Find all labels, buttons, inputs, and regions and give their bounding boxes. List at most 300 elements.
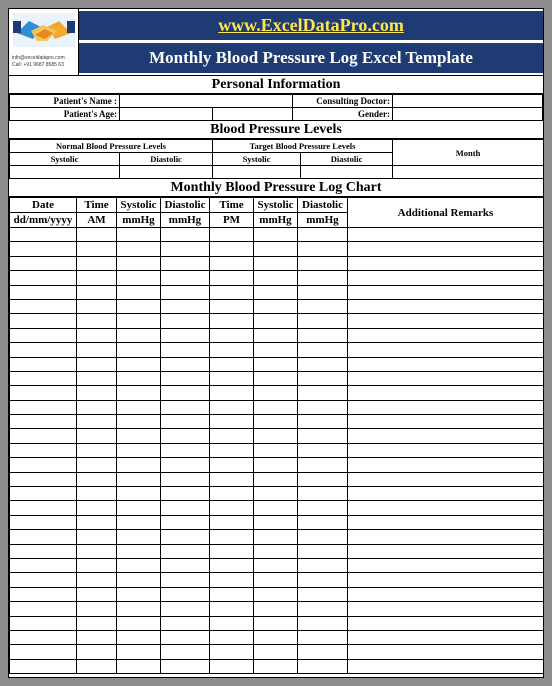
normal-bp-label: Normal Blood Pressure Levels <box>10 140 213 153</box>
log-cell[interactable] <box>254 299 298 313</box>
log-cell[interactable] <box>117 487 161 501</box>
log-cell[interactable] <box>210 400 254 414</box>
log-cell[interactable] <box>10 271 77 285</box>
log-cell[interactable] <box>10 357 77 371</box>
log-cell[interactable] <box>10 371 77 385</box>
log-cell[interactable] <box>348 357 544 371</box>
log-cell[interactable] <box>117 602 161 616</box>
log-cell[interactable] <box>348 659 544 673</box>
log-cell[interactable] <box>77 544 117 558</box>
log-cell[interactable] <box>298 602 348 616</box>
log-cell[interactable] <box>348 530 544 544</box>
log-cell[interactable] <box>161 573 210 587</box>
log-cell[interactable] <box>77 328 117 342</box>
log-cell[interactable] <box>10 299 77 313</box>
log-row <box>10 328 544 342</box>
diastolic-am-unit: mmHg <box>161 213 210 228</box>
log-cell[interactable] <box>210 501 254 515</box>
time-pm-header: Time <box>210 198 254 213</box>
patient-age-label: Patient's Age: <box>10 108 120 121</box>
log-cell[interactable] <box>117 415 161 429</box>
normal-systolic-field[interactable] <box>10 166 120 179</box>
log-row <box>10 458 544 472</box>
log-cell[interactable] <box>117 400 161 414</box>
log-cell[interactable] <box>210 299 254 313</box>
am-header: AM <box>77 213 117 228</box>
log-cell[interactable] <box>348 602 544 616</box>
log-cell[interactable] <box>77 472 117 486</box>
log-cell[interactable] <box>161 530 210 544</box>
log-cell[interactable] <box>161 501 210 515</box>
log-cell[interactable] <box>254 616 298 630</box>
log-cell[interactable] <box>348 458 544 472</box>
target-diastolic-field[interactable] <box>301 166 393 179</box>
log-cell[interactable] <box>161 357 210 371</box>
log-cell[interactable] <box>10 602 77 616</box>
log-cell[interactable] <box>10 415 77 429</box>
log-cell[interactable] <box>10 616 77 630</box>
patient-name-field[interactable] <box>120 95 293 108</box>
log-cell[interactable] <box>348 242 544 256</box>
log-cell[interactable] <box>210 558 254 572</box>
log-cell[interactable] <box>77 573 117 587</box>
log-cell[interactable] <box>161 415 210 429</box>
log-cell[interactable] <box>348 328 544 342</box>
normal-systolic-label: Systolic <box>10 153 120 166</box>
log-cell[interactable] <box>161 271 210 285</box>
log-cell[interactable] <box>161 587 210 601</box>
log-cell[interactable] <box>10 458 77 472</box>
log-cell[interactable] <box>10 443 77 457</box>
log-cell[interactable] <box>117 573 161 587</box>
log-cell[interactable] <box>348 487 544 501</box>
log-cell[interactable] <box>210 242 254 256</box>
log-cell[interactable] <box>210 357 254 371</box>
log-cell[interactable] <box>348 501 544 515</box>
log-row <box>10 544 544 558</box>
log-row <box>10 659 544 673</box>
log-cell[interactable] <box>10 314 77 328</box>
log-cell[interactable] <box>254 587 298 601</box>
log-cell[interactable] <box>77 371 117 385</box>
log-cell[interactable] <box>348 472 544 486</box>
log-cell[interactable] <box>298 328 348 342</box>
log-cell[interactable] <box>117 616 161 630</box>
log-cell[interactable] <box>254 285 298 299</box>
log-cell[interactable] <box>254 487 298 501</box>
log-cell[interactable] <box>10 228 77 242</box>
log-cell[interactable] <box>117 515 161 529</box>
log-cell[interactable] <box>77 515 117 529</box>
diastolic-pm-header: Diastolic <box>298 198 348 213</box>
log-cell[interactable] <box>298 443 348 457</box>
log-cell[interactable] <box>117 386 161 400</box>
log-cell[interactable] <box>348 429 544 443</box>
log-cell[interactable] <box>348 630 544 644</box>
log-cell[interactable] <box>210 645 254 659</box>
patient-name-label: Patient's Name : <box>10 95 120 108</box>
log-cell[interactable] <box>210 314 254 328</box>
log-cell[interactable] <box>77 228 117 242</box>
log-cell[interactable] <box>77 602 117 616</box>
log-cell[interactable] <box>117 530 161 544</box>
log-cell[interactable] <box>254 630 298 644</box>
log-cell[interactable] <box>77 256 117 270</box>
log-cell[interactable] <box>161 343 210 357</box>
log-cell[interactable] <box>117 299 161 313</box>
log-cell[interactable] <box>161 443 210 457</box>
log-cell[interactable] <box>161 616 210 630</box>
log-cell[interactable] <box>117 587 161 601</box>
log-cell[interactable] <box>254 458 298 472</box>
log-cell[interactable] <box>10 573 77 587</box>
log-cell[interactable] <box>117 343 161 357</box>
log-cell[interactable] <box>10 659 77 673</box>
log-cell[interactable] <box>210 371 254 385</box>
log-row <box>10 271 544 285</box>
log-cell[interactable] <box>254 343 298 357</box>
log-cell[interactable] <box>210 386 254 400</box>
target-systolic-field[interactable] <box>213 166 301 179</box>
log-cell[interactable] <box>348 228 544 242</box>
month-field[interactable] <box>393 166 544 179</box>
log-cell[interactable] <box>77 659 117 673</box>
log-cell[interactable] <box>254 271 298 285</box>
log-cell[interactable] <box>77 386 117 400</box>
log-cell[interactable] <box>161 314 210 328</box>
log-cell[interactable] <box>348 645 544 659</box>
log-cell[interactable] <box>254 544 298 558</box>
log-cell[interactable] <box>210 472 254 486</box>
log-cell[interactable] <box>254 602 298 616</box>
log-cell[interactable] <box>298 544 348 558</box>
log-cell[interactable] <box>161 328 210 342</box>
log-cell[interactable] <box>210 515 254 529</box>
log-cell[interactable] <box>77 530 117 544</box>
log-cell[interactable] <box>210 602 254 616</box>
log-row <box>10 242 544 256</box>
log-cell[interactable] <box>10 285 77 299</box>
log-cell[interactable] <box>210 587 254 601</box>
log-cell[interactable] <box>348 616 544 630</box>
log-cell[interactable] <box>161 645 210 659</box>
log-cell[interactable] <box>10 386 77 400</box>
log-cell[interactable] <box>210 530 254 544</box>
log-cell[interactable] <box>298 472 348 486</box>
log-cell[interactable] <box>298 645 348 659</box>
log-cell[interactable] <box>10 530 77 544</box>
log-cell[interactable] <box>77 587 117 601</box>
log-cell[interactable] <box>254 256 298 270</box>
log-cell[interactable] <box>77 558 117 572</box>
log-cell[interactable] <box>10 544 77 558</box>
log-cell[interactable] <box>254 242 298 256</box>
log-cell[interactable] <box>298 659 348 673</box>
log-cell[interactable] <box>161 371 210 385</box>
log-cell[interactable] <box>117 285 161 299</box>
log-cell[interactable] <box>10 587 77 601</box>
log-cell[interactable] <box>77 357 117 371</box>
log-cell[interactable] <box>10 429 77 443</box>
patient-age-field[interactable] <box>120 108 213 121</box>
log-cell[interactable] <box>298 573 348 587</box>
log-cell[interactable] <box>298 242 348 256</box>
gender-field[interactable] <box>393 108 543 121</box>
date-format-header: dd/mm/yyyy <box>10 213 77 228</box>
log-cell[interactable] <box>210 616 254 630</box>
log-cell[interactable] <box>77 429 117 443</box>
log-cell[interactable] <box>348 285 544 299</box>
log-cell[interactable] <box>254 400 298 414</box>
log-cell[interactable] <box>348 415 544 429</box>
log-cell[interactable] <box>161 487 210 501</box>
log-chart-table <box>9 197 544 674</box>
log-cell[interactable] <box>77 242 117 256</box>
log-row <box>10 616 544 630</box>
log-cell[interactable] <box>161 515 210 529</box>
log-cell[interactable] <box>10 501 77 515</box>
log-cell[interactable] <box>254 501 298 515</box>
gender-label: Gender: <box>293 108 393 121</box>
log-cell[interactable] <box>254 386 298 400</box>
log-row <box>10 357 544 371</box>
log-cell[interactable] <box>161 400 210 414</box>
log-cell[interactable] <box>117 256 161 270</box>
log-cell[interactable] <box>117 242 161 256</box>
log-cell[interactable] <box>210 415 254 429</box>
log-cell[interactable] <box>254 429 298 443</box>
log-cell[interactable] <box>210 328 254 342</box>
log-cell[interactable] <box>77 616 117 630</box>
log-chart-title: Monthly Blood Pressure Log Chart <box>9 179 543 197</box>
log-cell[interactable] <box>298 616 348 630</box>
logo <box>9 9 79 75</box>
log-row <box>10 299 544 313</box>
log-cell[interactable] <box>298 530 348 544</box>
log-cell[interactable] <box>298 458 348 472</box>
log-cell[interactable] <box>161 630 210 644</box>
log-cell[interactable] <box>117 429 161 443</box>
log-cell[interactable] <box>348 299 544 313</box>
log-cell[interactable] <box>77 645 117 659</box>
log-cell[interactable] <box>254 645 298 659</box>
log-cell[interactable] <box>254 515 298 529</box>
consulting-doctor-field[interactable] <box>393 95 543 108</box>
log-cell[interactable] <box>77 415 117 429</box>
log-cell[interactable] <box>298 228 348 242</box>
log-cell[interactable] <box>117 371 161 385</box>
log-cell[interactable] <box>210 256 254 270</box>
log-cell[interactable] <box>210 429 254 443</box>
log-cell[interactable] <box>348 573 544 587</box>
log-cell[interactable] <box>210 228 254 242</box>
log-cell[interactable] <box>254 558 298 572</box>
log-cell[interactable] <box>117 630 161 644</box>
log-cell[interactable] <box>10 472 77 486</box>
log-cell[interactable] <box>77 400 117 414</box>
normal-diastolic-label: Diastolic <box>120 153 213 166</box>
log-cell[interactable] <box>161 472 210 486</box>
log-cell[interactable] <box>117 228 161 242</box>
normal-diastolic-field[interactable] <box>120 166 213 179</box>
log-cell[interactable] <box>348 558 544 572</box>
log-cell[interactable] <box>77 343 117 357</box>
log-cell[interactable] <box>210 458 254 472</box>
log-cell[interactable] <box>117 501 161 515</box>
log-cell[interactable] <box>348 314 544 328</box>
systolic-am-unit: mmHg <box>117 213 161 228</box>
log-cell[interactable] <box>117 357 161 371</box>
log-cell[interactable] <box>117 458 161 472</box>
log-cell[interactable] <box>210 659 254 673</box>
log-cell[interactable] <box>348 343 544 357</box>
date-header: Date <box>10 198 77 213</box>
log-cell[interactable] <box>298 271 348 285</box>
log-cell[interactable] <box>77 501 117 515</box>
log-cell[interactable] <box>298 314 348 328</box>
log-cell[interactable] <box>117 328 161 342</box>
personal-info-table <box>9 94 543 121</box>
log-cell[interactable] <box>77 271 117 285</box>
pm-header: PM <box>210 213 254 228</box>
log-cell[interactable] <box>10 515 77 529</box>
log-cell[interactable] <box>348 400 544 414</box>
log-cell[interactable] <box>161 256 210 270</box>
log-cell[interactable] <box>254 573 298 587</box>
log-cell[interactable] <box>77 487 117 501</box>
log-cell[interactable] <box>77 299 117 313</box>
log-cell[interactable] <box>161 242 210 256</box>
log-cell[interactable] <box>298 558 348 572</box>
log-cell[interactable] <box>254 530 298 544</box>
log-cell[interactable] <box>254 659 298 673</box>
log-cell[interactable] <box>210 630 254 644</box>
log-cell[interactable] <box>10 328 77 342</box>
log-row <box>10 602 544 616</box>
log-cell[interactable] <box>10 242 77 256</box>
log-cell[interactable] <box>210 343 254 357</box>
log-cell[interactable] <box>348 386 544 400</box>
systolic-pm-unit: mmHg <box>254 213 298 228</box>
log-cell[interactable] <box>161 602 210 616</box>
log-cell[interactable] <box>210 573 254 587</box>
log-cell[interactable] <box>254 314 298 328</box>
log-cell[interactable] <box>117 558 161 572</box>
log-cell[interactable] <box>348 271 544 285</box>
log-cell[interactable] <box>117 544 161 558</box>
log-cell[interactable] <box>210 271 254 285</box>
handshake-logo-icon <box>13 11 75 51</box>
log-cell[interactable] <box>161 458 210 472</box>
log-cell[interactable] <box>298 630 348 644</box>
log-cell[interactable] <box>298 429 348 443</box>
log-cell[interactable] <box>77 285 117 299</box>
log-cell[interactable] <box>161 659 210 673</box>
log-cell[interactable] <box>10 256 77 270</box>
log-cell[interactable] <box>254 228 298 242</box>
log-cell[interactable] <box>10 630 77 644</box>
log-cell[interactable] <box>298 501 348 515</box>
log-cell[interactable] <box>348 587 544 601</box>
log-cell[interactable] <box>161 558 210 572</box>
log-cell[interactable] <box>298 357 348 371</box>
log-cell[interactable] <box>210 443 254 457</box>
log-cell[interactable] <box>10 343 77 357</box>
log-cell[interactable] <box>117 443 161 457</box>
log-cell[interactable] <box>161 544 210 558</box>
log-row <box>10 386 544 400</box>
log-row <box>10 285 544 299</box>
log-cell[interactable] <box>117 314 161 328</box>
log-cell[interactable] <box>117 271 161 285</box>
website-link[interactable]: www.ExcelDataPro.com <box>79 11 543 40</box>
logo-phone: Call: +91 9687 8585 63 <box>12 62 64 68</box>
log-cell[interactable] <box>77 630 117 644</box>
log-cell[interactable] <box>161 386 210 400</box>
log-cell[interactable] <box>254 415 298 429</box>
log-cell[interactable] <box>298 343 348 357</box>
log-cell[interactable] <box>210 285 254 299</box>
log-cell[interactable] <box>254 357 298 371</box>
log-cell[interactable] <box>298 400 348 414</box>
systolic-pm-header: Systolic <box>254 198 298 213</box>
log-cell[interactable] <box>348 256 544 270</box>
log-cell[interactable] <box>348 544 544 558</box>
month-label: Month <box>393 140 544 166</box>
log-row <box>10 371 544 385</box>
log-cell[interactable] <box>298 386 348 400</box>
log-cell[interactable] <box>161 429 210 443</box>
log-cell[interactable] <box>298 587 348 601</box>
log-cell[interactable] <box>210 487 254 501</box>
log-cell[interactable] <box>210 544 254 558</box>
log-cell[interactable] <box>298 515 348 529</box>
log-cell[interactable] <box>254 328 298 342</box>
log-cell[interactable] <box>298 371 348 385</box>
log-cell[interactable] <box>117 472 161 486</box>
log-cell[interactable] <box>117 659 161 673</box>
log-cell[interactable] <box>254 443 298 457</box>
log-cell[interactable] <box>161 299 210 313</box>
log-cell[interactable] <box>117 645 161 659</box>
log-cell[interactable] <box>10 487 77 501</box>
log-cell[interactable] <box>298 299 348 313</box>
log-row <box>10 400 544 414</box>
log-row <box>10 415 544 429</box>
log-cell[interactable] <box>298 285 348 299</box>
log-cell[interactable] <box>77 314 117 328</box>
log-cell[interactable] <box>348 371 544 385</box>
patient-age-extra-field[interactable] <box>213 108 293 121</box>
personal-info-title: Personal Information <box>9 76 543 94</box>
log-cell[interactable] <box>348 443 544 457</box>
log-cell[interactable] <box>77 443 117 457</box>
log-row <box>10 314 544 328</box>
log-cell[interactable] <box>161 228 210 242</box>
log-cell[interactable] <box>161 285 210 299</box>
log-cell[interactable] <box>298 256 348 270</box>
log-cell[interactable] <box>298 487 348 501</box>
log-cell[interactable] <box>10 400 77 414</box>
log-cell[interactable] <box>254 472 298 486</box>
target-diastolic-label: Diastolic <box>301 153 393 166</box>
log-cell[interactable] <box>298 415 348 429</box>
log-cell[interactable] <box>348 515 544 529</box>
log-cell[interactable] <box>10 645 77 659</box>
log-cell[interactable] <box>10 558 77 572</box>
log-cell[interactable] <box>254 371 298 385</box>
log-cell[interactable] <box>77 458 117 472</box>
